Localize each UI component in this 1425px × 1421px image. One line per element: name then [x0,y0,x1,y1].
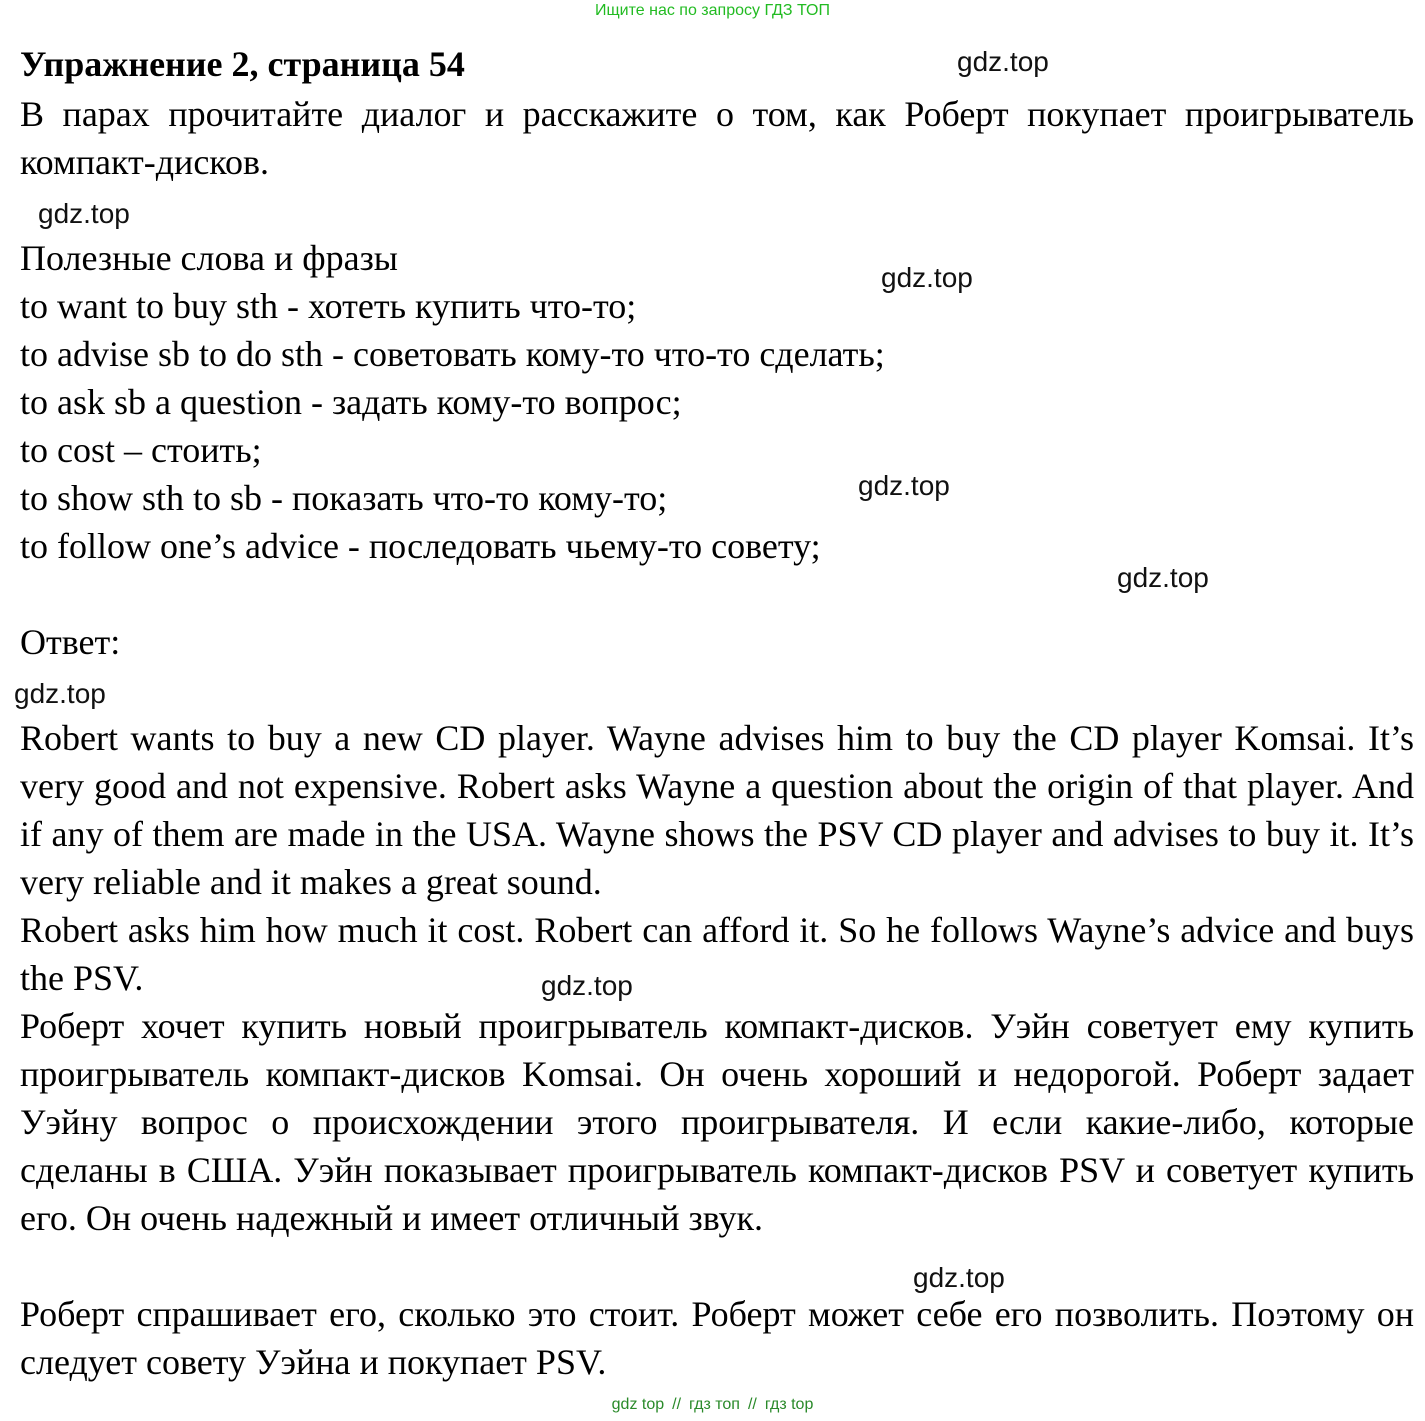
phrase-item: to show sth to sb - показать что-то кому-то; [20,478,668,518]
answer-label: Ответ: [20,622,121,662]
top-search-link[interactable]: Ищите нас по запросу ГДЗ ТОП [595,2,830,19]
phrase-item: to follow one’s advice - последовать чьему-то совету; [20,526,821,566]
answer-russian-paragraph: Роберт хочет купить новый проигрыватель компакт-дисков. Уэйн советует ему купить проигрыватель компакт-дисков Komsai. Он очень хороший и недорогой. Роберт задает Уэйну вопрос о происхождении этого проигрывателя. И если какие-либо, которые сделаны в США. Уэйн показывает проигрыватель компакт-дисков PSV и советует купить его. Он очень надежный и имеет отличный звук. [20,1006,1414,1238]
phrase-item: to cost – стоить; [20,430,262,470]
phrase-item: to want to buy sth - хотеть купить что-то; [20,286,637,326]
answer-english-paragraph: Robert wants to buy a new CD player. Wayne advises him to buy the CD player Komsai. It’s very good and not expensive. Robert asks Wayne a question about the origin of that player. And if any of them are made in the USA. Wayne shows the PSV CD player and advises to buy it. It’s very reliable and it makes a great sound. [20,718,1414,902]
watermark: gdz.top [957,46,1049,77]
bottom-link[interactable]: гдз top [764,1396,814,1413]
separator: // [747,1396,757,1413]
watermark: gdz.top [1117,562,1209,593]
bottom-link[interactable]: gdz top [611,1396,665,1413]
bottom-links [0,1396,1425,1414]
separator: // [672,1396,682,1413]
watermark: gdz.top [858,470,950,501]
bottom-link[interactable]: гдз топ [689,1396,740,1413]
watermark: gdz.top [881,262,973,293]
phrase-item: to ask sb a question - задать кому-то вопрос; [20,382,682,422]
phrases-heading: Полезные слова и фразы [20,238,398,278]
page-title: Упражнение 2, страница 54 [20,44,465,84]
answer-english-paragraph: Robert asks him how much it cost. Robert can afford it. So he follows Wayne’s advice and buys the PSV. [20,910,1414,998]
watermark: gdz.top [541,970,633,1001]
phrase-item: to advise sb to do sth - советовать кому-то что-то сделать; [20,334,885,374]
answer-russian-paragraph: Роберт спрашивает его, сколько это стоит. Роберт может себе его позволить. Поэтому он следует совету Уэйна и покупает PSV. [20,1294,1414,1382]
watermark: gdz.top [38,198,130,229]
watermark: gdz.top [913,1262,1005,1293]
watermark: gdz.top [14,678,106,709]
task-text: В парах прочитайте диалог и расскажите о том, как Роберт покупает проигрыватель компакт-дисков. [20,94,1414,182]
